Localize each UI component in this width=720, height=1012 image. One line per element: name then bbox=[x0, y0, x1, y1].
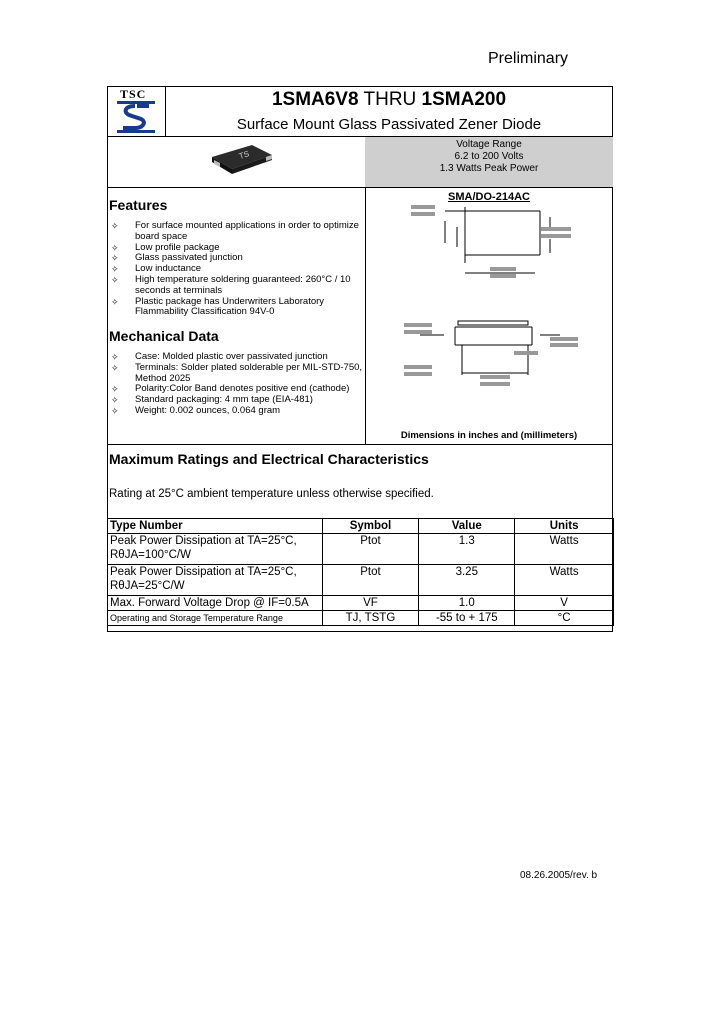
value-cell: 1.0 bbox=[419, 596, 515, 611]
table-row bbox=[108, 611, 614, 626]
column-header: Units bbox=[515, 519, 614, 534]
package-title: SMA/DO-214AC bbox=[448, 191, 530, 203]
symbol-cell: Ptot bbox=[322, 534, 419, 565]
units-cell: Watts bbox=[515, 534, 614, 565]
param-cell: Operating and Storage Temperature Range bbox=[108, 611, 323, 626]
list-item: ✧ Terminals: Solder plated solderable per MIL-STD-750, Method 2025 bbox=[111, 361, 363, 384]
value-cell: 3.25 bbox=[419, 565, 515, 596]
symbol-cell: Ptot bbox=[322, 565, 419, 596]
value-cell: 1.3 bbox=[419, 534, 515, 565]
symbol-cell: VF bbox=[322, 596, 419, 611]
list-item: ✧ For surface mounted applications in order to optimize board space bbox=[111, 220, 359, 242]
symbol-cell: TJ, TSTG bbox=[322, 611, 419, 626]
list-item: ✧ Weight: 0.002 ounces, 0.064 gram bbox=[111, 404, 281, 416]
ratings-note: Rating at 25°C ambient temperature unless otherwise specified. bbox=[109, 488, 434, 500]
list-item: ✧ Low profile package bbox=[111, 241, 220, 253]
peak-power-value: 1.3 Watts Peak Power bbox=[439, 163, 539, 174]
dimensions-note: Dimensions in inches and (millimeters) bbox=[400, 430, 578, 441]
preliminary-label: Preliminary bbox=[488, 50, 569, 67]
param-cell: Peak Power Dissipation at TA=25°C, RθJA=100°C/W bbox=[108, 534, 323, 565]
list-item: ✧ High temperature soldering guaranteed: 260°C / 10 seconds at terminals bbox=[111, 273, 351, 296]
units-cell: °C bbox=[515, 611, 614, 626]
package-chip-image bbox=[210, 141, 274, 177]
list-item: ✧ Polarity:Color Band denotes positive end (cathode) bbox=[111, 383, 350, 395]
mechanical-list bbox=[109, 352, 365, 417]
tsc-logo-text: TSC bbox=[120, 87, 147, 101]
param-cell: Peak Power Dissipation at TA=25°C, RθJA=25°C/W bbox=[108, 565, 323, 596]
units-cell: Watts bbox=[515, 565, 614, 596]
voltage-range-label: Voltage Range bbox=[456, 139, 522, 150]
tsc-logo bbox=[115, 100, 157, 134]
table-row bbox=[108, 596, 614, 611]
svg-text:TS: TS bbox=[237, 149, 251, 161]
list-item: ✧ Plastic package has Underwriters Laboratory Flammability Classification 94V-0 bbox=[111, 295, 325, 318]
ratings-heading: Maximum Ratings and Electrical Characteristics bbox=[109, 451, 429, 467]
list-item: ✧ Glass passivated junction bbox=[111, 252, 243, 264]
column-header: Type Number bbox=[108, 519, 323, 534]
page-title: 1SMA6V8 THRU 1SMA200 bbox=[271, 89, 507, 110]
features-heading: Features bbox=[109, 197, 168, 213]
mechanical-heading: Mechanical Data bbox=[109, 328, 219, 344]
divider bbox=[107, 444, 613, 445]
column-header: Symbol bbox=[322, 519, 419, 534]
param-cell: Max. Forward Voltage Drop @ IF=0.5A bbox=[108, 596, 323, 611]
page-subtitle: Surface Mount Glass Passivated Zener Diode bbox=[236, 116, 542, 133]
table-row bbox=[108, 534, 614, 565]
table-row bbox=[108, 565, 614, 596]
value-cell: -55 to + 175 bbox=[419, 611, 515, 626]
ratings-table bbox=[107, 518, 614, 626]
package-top-view-drawing bbox=[405, 203, 585, 293]
revision-date: 08.26.2005/rev. b bbox=[520, 870, 598, 881]
list-item: ✧ Standard packaging: 4 mm tape (EIA-481) bbox=[111, 394, 313, 406]
table-header-row bbox=[108, 519, 614, 534]
column-header: Value bbox=[419, 519, 515, 534]
package-side-view-drawing bbox=[400, 315, 585, 395]
list-item: ✧ Case: Molded plastic over passivated junction bbox=[111, 351, 328, 362]
features-list bbox=[109, 221, 365, 318]
units-cell: V bbox=[515, 596, 614, 611]
list-item: ✧ Low inductance bbox=[111, 263, 202, 275]
divider bbox=[107, 187, 613, 188]
voltage-range-value: 6.2 to 200 Volts bbox=[454, 151, 524, 162]
spec-summary-box bbox=[365, 137, 613, 187]
